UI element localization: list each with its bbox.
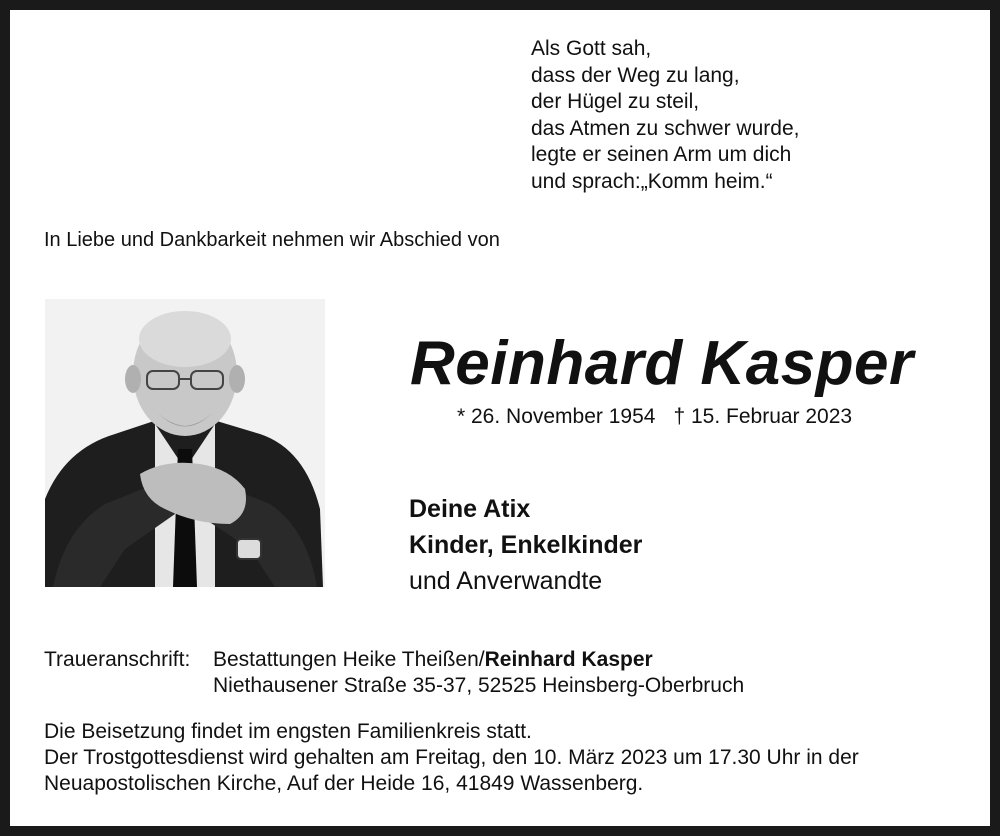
portrait-photo [45, 299, 325, 587]
notice-line: Neuapostolischen Kirche, Auf der Heide 16, 41849 Wassenberg. [44, 772, 644, 795]
mourner-line: und Anverwandte [409, 567, 603, 595]
death-date: † 15. Februar 2023 [673, 405, 853, 428]
poem-line: dass der Weg zu lang, [531, 63, 740, 87]
poem-line: Als Gott sah, [531, 37, 652, 60]
poem [531, 36, 799, 195]
poem-line: und sprach:„Komm heim.“ [531, 169, 773, 193]
address-street: Niethausener Straße 35-37, 52525 Heinsberg-Oberbruch [213, 674, 745, 697]
poem-line: legte er seinen Arm um dich [531, 143, 792, 166]
notice-line: Die Beisetzung findet im engsten Familienkreis statt. [44, 720, 532, 743]
poem-line: das Atmen zu schwer wurde, [531, 116, 800, 140]
mourners [409, 491, 642, 599]
address-label: Traueranschrift: [44, 648, 191, 671]
notice-line: Der Trostgottesdienst wird gehalten am Freitag, den 10. März 2023 um 17.30 Uhr in der [44, 746, 859, 769]
address-company: Bestattungen Heike Theißen/ [213, 648, 485, 671]
farewell-intro: In Liebe und Dankbarkeit nehmen wir Abschied von [44, 229, 500, 251]
mourner-line: Kinder, Enkelkinder [409, 531, 643, 559]
address-contact: Reinhard Kasper [484, 648, 653, 671]
poem-line: der Hügel zu steil, [531, 90, 700, 113]
mourner-line: Deine Atix [409, 495, 531, 523]
life-dates [457, 405, 852, 429]
funeral-notice [44, 719, 859, 797]
deceased-name: Reinhard Kasper [410, 329, 914, 398]
birth-date: * 26. November 1954 [457, 405, 656, 428]
mourning-address [44, 647, 744, 699]
